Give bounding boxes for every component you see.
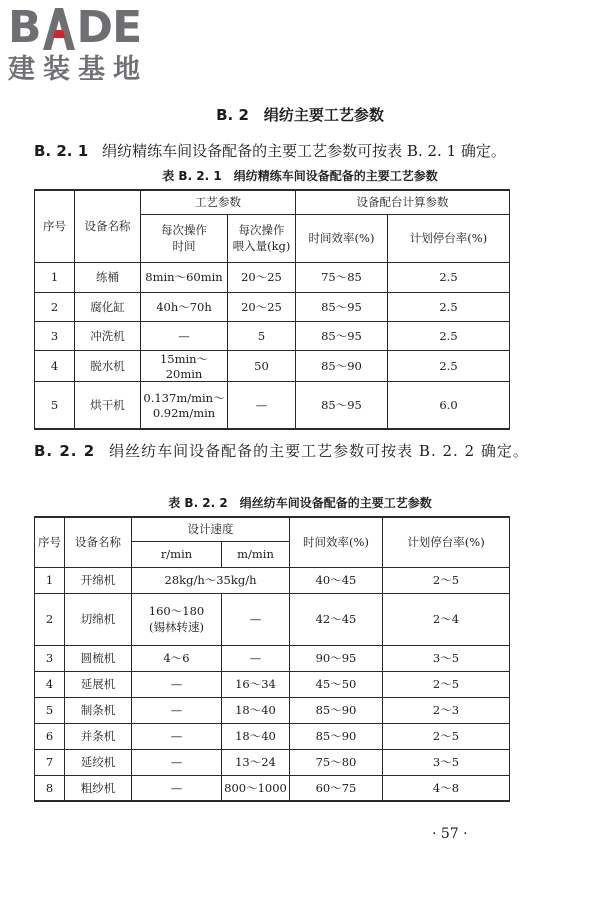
table-cell: 6 [35, 723, 65, 749]
site-logo [8, 2, 148, 86]
clause-b21-number: B. 2. 1 [34, 142, 89, 160]
table-cell: 粗纱机 [65, 775, 132, 801]
table-cell: 2～3 [383, 697, 510, 723]
table-cell: 2～4 [383, 593, 510, 645]
table-cell: 2.5 [388, 262, 510, 292]
table-row [35, 262, 510, 292]
table-cell: 切绵机 [65, 593, 132, 645]
table-cell: 50 [228, 350, 296, 381]
header-stop: 计划停台率(%) [388, 214, 510, 262]
clause-b22-number: B. 2. 2 [34, 442, 96, 460]
header-name: 设备名称 [65, 517, 132, 567]
clause-b22-text: 绢丝纺车间设备配备的主要工艺参数可按表 B. 2. 2 确定。 [109, 442, 529, 460]
table-cell: 85～90 [290, 723, 383, 749]
table-cell: 4～6 [132, 645, 222, 671]
table-cell: 40h～70h [141, 292, 228, 321]
table-cell: 45～50 [290, 671, 383, 697]
table-b21-caption: 表 B. 2. 1 绢纺精练车间设备配备的主要工艺参数 [162, 169, 438, 183]
table-cell: — [222, 593, 290, 645]
table-cell: 1 [35, 567, 65, 593]
table-cell: 20～25 [228, 262, 296, 292]
table-cell: 75～80 [290, 749, 383, 775]
table-cell: 5 [228, 321, 296, 350]
clause-b22 [34, 438, 574, 464]
table-row [35, 381, 510, 429]
header-eff: 时间效率(%) [296, 214, 388, 262]
table-row [35, 697, 510, 723]
table-cell: 开绵机 [65, 567, 132, 593]
table-row [35, 567, 510, 593]
table-cell: 18～40 [222, 697, 290, 723]
logo-letter-b: B [8, 2, 41, 53]
table-cell: 85～90 [296, 350, 388, 381]
table-cell: 85～95 [296, 292, 388, 321]
table-cell: 75～85 [296, 262, 388, 292]
logo-subtitle: 建装基地 [8, 54, 148, 85]
header-no: 序号 [35, 190, 75, 262]
table-cell: 2～5 [383, 567, 510, 593]
table-cell: — [132, 775, 222, 801]
table-cell: 85～95 [296, 321, 388, 350]
clause-b21-text: 绢纺精练车间设备配备的主要工艺参数可按表 B. 2. 1 确定。 [102, 142, 506, 160]
table-cell: 90～95 [290, 645, 383, 671]
table-cell: 5 [35, 697, 65, 723]
table-cell: 1 [35, 262, 75, 292]
section-title: B. 2 绢纺主要工艺参数 [216, 106, 384, 124]
table-cell: 延展机 [65, 671, 132, 697]
table-cell: 800～1000 [222, 775, 290, 801]
table-cell: 冲洗机 [75, 321, 141, 350]
header-rmin: r/min [132, 541, 222, 567]
table-cell: 4 [35, 350, 75, 381]
header-stop: 计划停台率(%) [383, 517, 510, 567]
table-row [35, 645, 510, 671]
logo-wordmark [8, 2, 148, 53]
clause-b21 [34, 138, 574, 164]
table-cell: 3～5 [383, 645, 510, 671]
table-cell: 脱水机 [75, 350, 141, 381]
table-row [35, 671, 510, 697]
table-cell: 腐化缸 [75, 292, 141, 321]
table-cell: 练桶 [75, 262, 141, 292]
table-cell: 3～5 [383, 749, 510, 775]
table-cell: 4～8 [383, 775, 510, 801]
logo-red-bar [53, 30, 65, 38]
table-cell: 烘干机 [75, 381, 141, 429]
header-calc: 设备配台计算参数 [296, 190, 510, 214]
table-cell: 6.0 [388, 381, 510, 429]
table-b22-caption: 表 B. 2. 2 绢丝纺车间设备配备的主要工艺参数 [168, 496, 432, 510]
header-feed: 每次操作 喂入量(kg) [228, 214, 296, 262]
table-cell: 2.5 [388, 350, 510, 381]
page-number: · 57 · [432, 826, 468, 842]
table-cell: — [222, 645, 290, 671]
logo-a-mark [41, 6, 77, 50]
table-cell: 8 [35, 775, 65, 801]
table-cell: 5 [35, 381, 75, 429]
header-op-time: 每次操作 时间 [141, 214, 228, 262]
header-process: 工艺参数 [141, 190, 296, 214]
table-cell: 2 [35, 593, 65, 645]
table-cell: 2.5 [388, 292, 510, 321]
table-cell: 85～90 [290, 697, 383, 723]
table-cell: 60～75 [290, 775, 383, 801]
table-row [35, 350, 510, 381]
table-cell: 3 [35, 321, 75, 350]
table-cell: 13～24 [222, 749, 290, 775]
table-row [35, 775, 510, 801]
table-cell: 85～95 [296, 381, 388, 429]
table-cell: — [132, 697, 222, 723]
table-cell: 延绞机 [65, 749, 132, 775]
table-cell: 制条机 [65, 697, 132, 723]
table-cell: 2 [35, 292, 75, 321]
header-eff: 时间效率(%) [290, 517, 383, 567]
table-cell: 18～40 [222, 723, 290, 749]
table-cell: — [228, 381, 296, 429]
table-cell: 160～180 (锡林转速) [132, 593, 222, 645]
table-cell: 2～5 [383, 723, 510, 749]
logo-letters-de: DE [76, 2, 142, 53]
table-cell: 28kg/h～35kg/h [132, 567, 290, 593]
table-cell: 3 [35, 645, 65, 671]
table-cell: 4 [35, 671, 65, 697]
table-cell: 16～34 [222, 671, 290, 697]
table-cell: 2.5 [388, 321, 510, 350]
header-no: 序号 [35, 517, 65, 567]
table-cell: 并条机 [65, 723, 132, 749]
table-cell: 20～25 [228, 292, 296, 321]
table-cell: — [132, 749, 222, 775]
table-cell: — [141, 321, 228, 350]
table-row [35, 749, 510, 775]
table-row [35, 723, 510, 749]
table-cell: 8min～60min [141, 262, 228, 292]
table-b22 [34, 516, 510, 802]
header-name: 设备名称 [75, 190, 141, 262]
header-speed: 设计速度 [132, 517, 290, 541]
table-row [35, 321, 510, 350]
table-cell: 40～45 [290, 567, 383, 593]
table-cell: 圆梳机 [65, 645, 132, 671]
table-row [35, 593, 510, 645]
table-cell: — [132, 723, 222, 749]
table-cell: 15min～20min [141, 350, 228, 381]
table-b21 [34, 189, 510, 430]
table-row [35, 292, 510, 321]
table-cell: — [132, 671, 222, 697]
table-cell: 2～5 [383, 671, 510, 697]
table-cell: 0.137m/min～ 0.92m/min [141, 381, 228, 429]
header-mmin: m/min [222, 541, 290, 567]
table-cell: 7 [35, 749, 65, 775]
table-cell: 42～45 [290, 593, 383, 645]
